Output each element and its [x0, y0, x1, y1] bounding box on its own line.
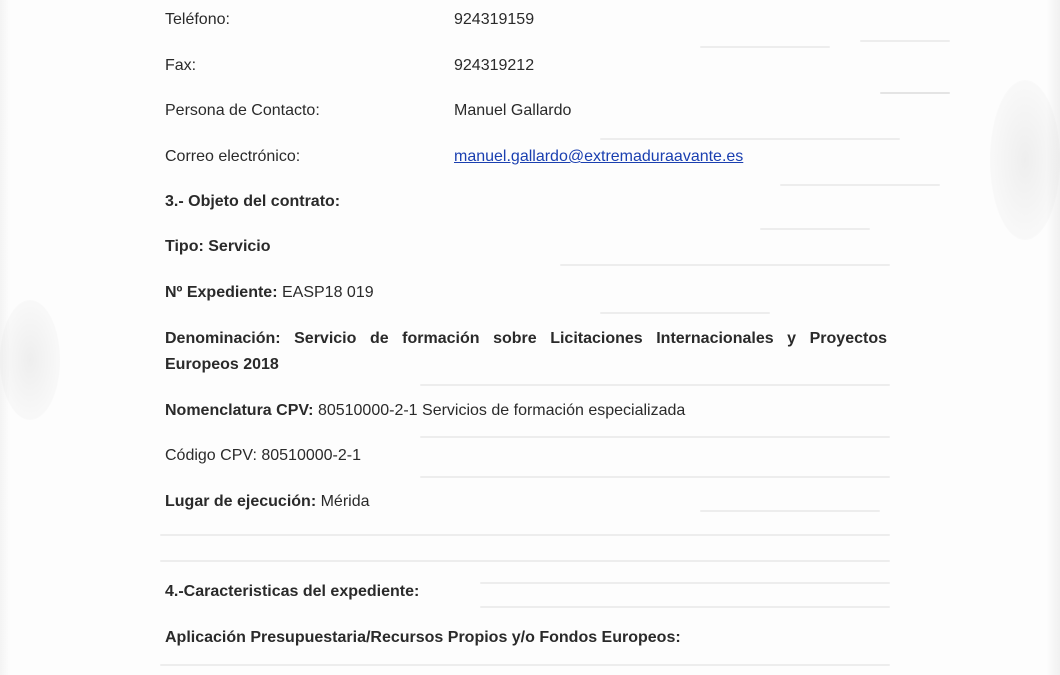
phone-label: Teléfono: — [165, 11, 230, 28]
email-link[interactable]: manuel.gallardo@extremaduraavante.es — [454, 148, 744, 165]
show-through-line — [160, 560, 890, 562]
expediente-label: Nº Expediente: — [165, 284, 278, 301]
section-4-title: 4.-Caracteristicas del expediente: — [165, 583, 420, 600]
expediente-line — [165, 281, 374, 305]
contact-person-label: Persona de Contacto: — [165, 102, 320, 119]
show-through-line — [160, 534, 890, 536]
show-through-line — [480, 582, 890, 584]
show-through-line — [600, 312, 770, 314]
phone-value: 924319159 — [454, 11, 535, 28]
nomenclatura-line — [165, 399, 685, 423]
fax-value: 924319212 — [454, 57, 535, 74]
denominacion-paragraph — [165, 326, 887, 378]
show-through-line — [420, 476, 890, 478]
show-through-line — [860, 40, 950, 42]
contact-person-value: Manuel Gallardo — [454, 102, 572, 119]
codigo-label: Código CPV: — [165, 447, 257, 464]
show-through-line — [420, 384, 890, 386]
codigo-line — [165, 444, 361, 468]
fax-label: Fax: — [165, 57, 197, 74]
email-label: Correo electrónico: — [165, 148, 301, 165]
denominacion-value: Servicio de formación sobre Licitaciones Internacionales y Proyectos Europeos 2018 — [165, 330, 887, 373]
expediente-value: EASP18 019 — [281, 284, 374, 301]
lugar-line — [165, 490, 370, 514]
show-through-line — [600, 138, 900, 140]
show-through-line — [880, 92, 950, 94]
show-through-line — [160, 664, 890, 666]
show-through-line — [760, 228, 870, 230]
scan-smudge — [0, 300, 60, 420]
show-through-line — [700, 46, 830, 48]
contract-type: Tipo: Servicio — [165, 238, 271, 255]
lugar-value: Mérida — [320, 493, 370, 510]
scan-smudge — [990, 80, 1060, 240]
show-through-line — [480, 606, 890, 608]
lugar-label: Lugar de ejecución: — [165, 493, 317, 510]
budget-application: Aplicación Presupuestaria/Recursos Propios y/o Fondos Europeos: — [165, 629, 681, 646]
nomenclatura-value: 80510000-2-1 Servicios de formación especializada — [317, 402, 686, 419]
show-through-line — [560, 264, 890, 266]
show-through-line — [420, 436, 890, 438]
denominacion-label: Denominación: — [165, 330, 281, 347]
show-through-line — [780, 184, 940, 186]
show-through-line — [700, 510, 880, 512]
nomenclatura-label: Nomenclatura CPV: — [165, 402, 314, 419]
codigo-value: 80510000-2-1 — [261, 447, 361, 464]
section-3-title: 3.- Objeto del contrato: — [165, 193, 341, 210]
